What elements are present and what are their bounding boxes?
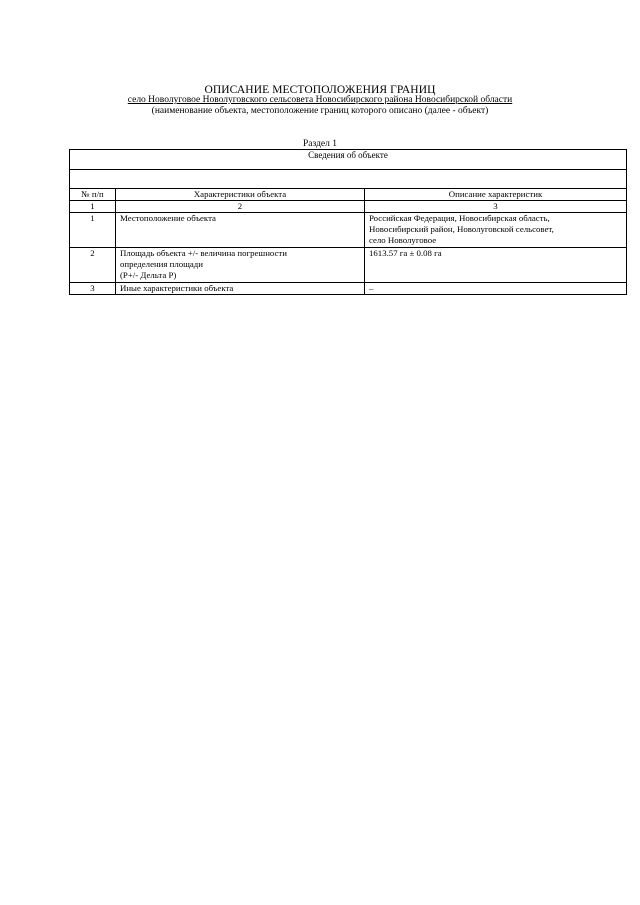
characteristic-line: Площадь объекта +/- величина погрешности	[120, 248, 287, 258]
column-number: 2	[116, 201, 365, 213]
table-empty-row	[70, 170, 627, 189]
row-description	[365, 283, 627, 295]
section-label: Раздел 1	[303, 139, 337, 149]
column-header-num: № п/п	[70, 189, 116, 201]
row-num: 1	[70, 213, 116, 248]
column-number: 3	[365, 201, 627, 213]
table-row	[70, 283, 627, 295]
row-characteristic: Иные характеристики объекта	[116, 283, 365, 295]
characteristic-line: определения площади	[120, 259, 203, 269]
row-num: 3	[70, 283, 116, 295]
description-line: Новосибирский район, Новолуговской сельсовет,	[369, 224, 554, 234]
column-header-description: Описание характеристик	[365, 189, 627, 201]
table-empty-cell	[70, 170, 627, 189]
table-row	[70, 213, 627, 248]
characteristic-line: (Р+/- Дельта Р)	[120, 270, 177, 280]
row-description	[365, 213, 627, 248]
object-name-text: село Новолуговое Новолуговского сельсовета Новосибирского района Новосибирской области	[127, 95, 513, 105]
column-header-characteristic: Характеристики объекта	[116, 189, 365, 201]
object-info-table	[69, 149, 627, 295]
table-column-number-row	[70, 201, 627, 213]
object-name	[0, 95, 640, 105]
table-heading-row	[70, 150, 627, 170]
table-row	[70, 248, 627, 283]
description-line: –	[369, 283, 374, 293]
row-characteristic	[116, 248, 365, 283]
row-num: 2	[70, 248, 116, 283]
row-characteristic: Местоположение объекта	[116, 213, 365, 248]
description-line: село Новолуговое	[369, 235, 437, 245]
table-column-header-row	[70, 189, 627, 201]
document-title: ОПИСАНИЕ МЕСТОПОЛОЖЕНИЯ ГРАНИЦ	[204, 84, 436, 96]
row-description	[365, 248, 627, 283]
column-number: 1	[70, 201, 116, 213]
table-heading: Сведения об объекте	[70, 150, 627, 170]
object-caption: (наименование объекта, местоположение границ которого описано (далее - объект)	[151, 106, 489, 116]
area-value: 1613.57 га ± 0.08 га	[369, 248, 442, 258]
description-line: Российская Федерация, Новосибирская область,	[369, 213, 550, 223]
